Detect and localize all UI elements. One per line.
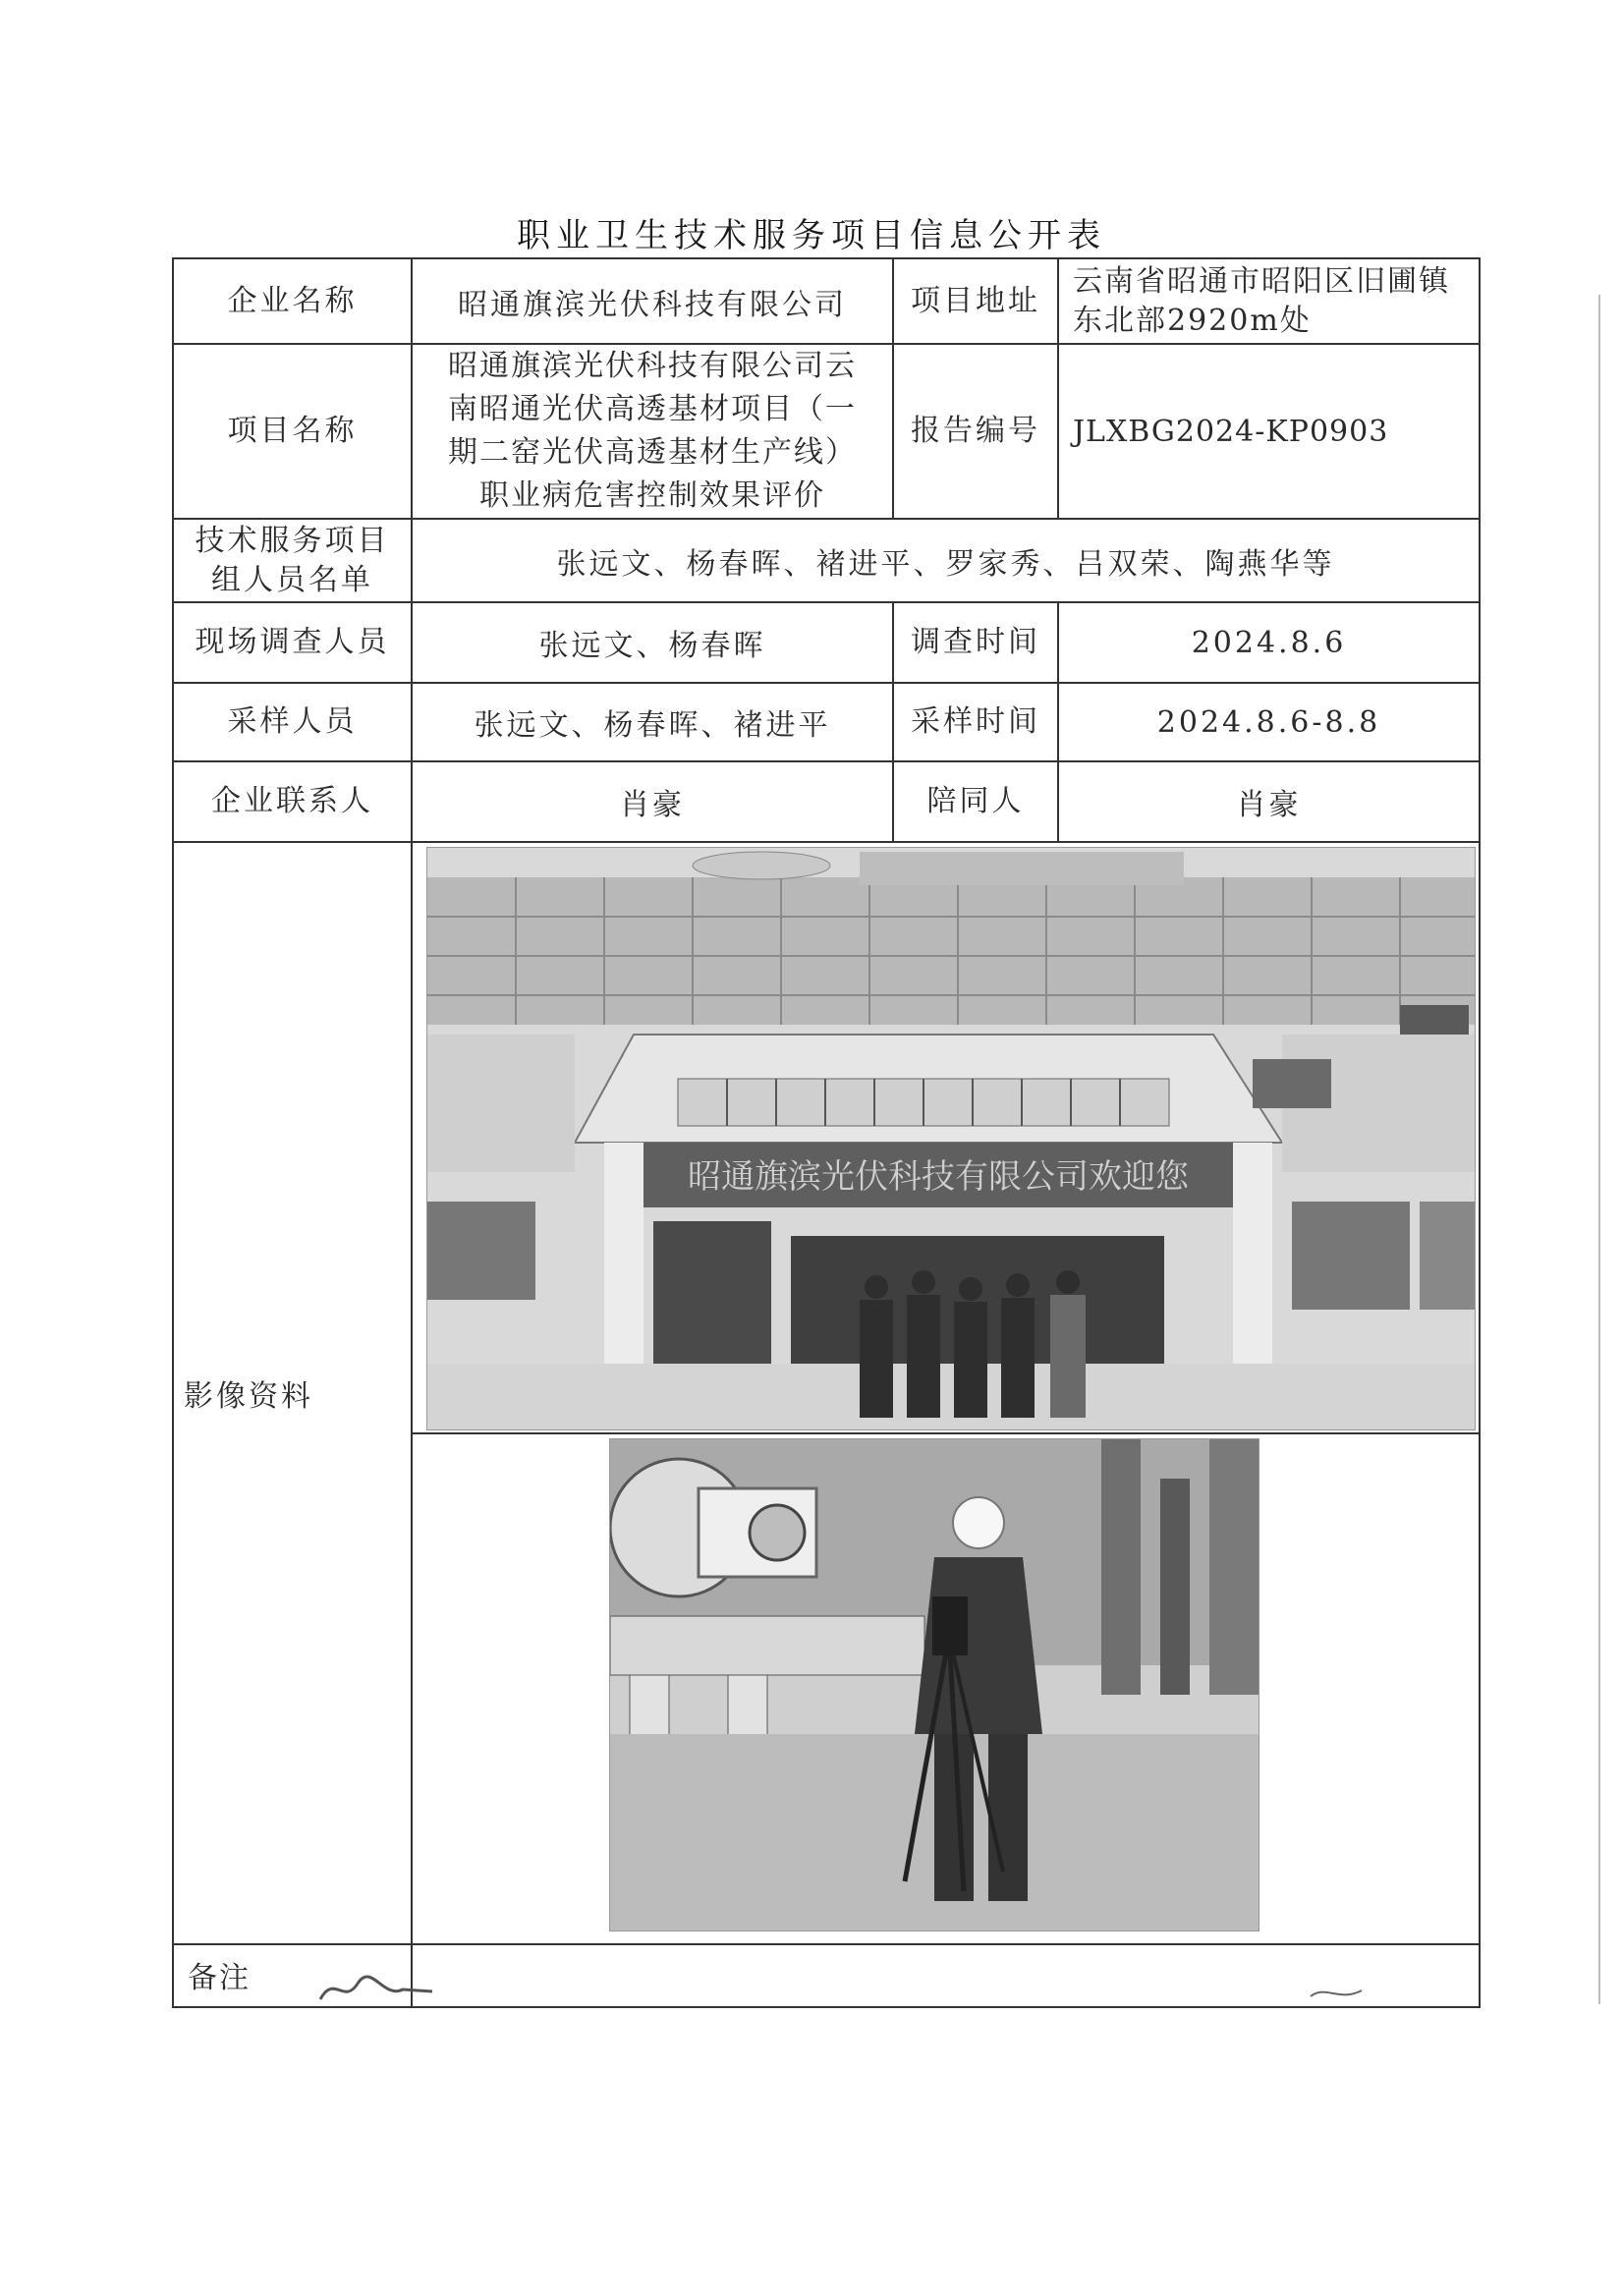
media-cell — [412, 842, 1480, 1944]
company-name-label: 企业名称 — [173, 258, 412, 344]
scan-mark — [1307, 1983, 1366, 2002]
investigation-time-label: 调查时间 — [893, 602, 1058, 683]
scan-edge-line — [1598, 295, 1600, 2004]
sampling-time-label: 采样时间 — [893, 683, 1058, 761]
project-address-label: 项目地址 — [893, 258, 1058, 344]
samplers-value: 张远文、杨春晖、褚进平 — [412, 683, 893, 761]
page-title: 职业卫生技术服务项目信息公开表 — [517, 216, 1106, 255]
row-contact — [173, 761, 1480, 842]
site-investigators-label: 现场调查人员 — [173, 602, 412, 683]
contact-label: 企业联系人 — [173, 761, 412, 842]
samplers-label: 采样人员 — [173, 683, 412, 761]
row-investigation — [173, 602, 1480, 683]
project-name-label: 项目名称 — [173, 344, 412, 519]
row-team — [173, 519, 1480, 602]
company-name-value: 昭通旗滨光伏科技有限公司 — [412, 258, 893, 344]
remarks-label: 备注 — [173, 1944, 412, 2007]
team-value: 张远文、杨春晖、褚进平、罗家秀、吕双荣、陶燕华等 — [412, 519, 1480, 602]
building-photo — [426, 847, 1476, 1430]
escort-value: 肖豪 — [1058, 761, 1480, 842]
row-project — [173, 344, 1480, 519]
team-label: 技术服务项目 组人员名单 — [173, 519, 412, 602]
row-media — [173, 842, 1480, 1944]
media-label: 影像资料 — [173, 842, 412, 1944]
site-investigators-value: 张远文、杨春晖 — [412, 602, 893, 683]
row-sampling — [173, 683, 1480, 761]
report-no-label: 报告编号 — [893, 344, 1058, 519]
contact-value: 肖豪 — [412, 761, 893, 842]
sampling-time-value: 2024.8.6-8.8 — [1058, 683, 1480, 761]
info-table — [172, 257, 1479, 1995]
media-divider — [413, 1432, 1479, 1434]
report-no-value: JLXBG2024-KP0903 — [1058, 344, 1480, 519]
project-address-value: 云南省昭通市昭阳区旧圃镇 东北部2920m处 — [1058, 258, 1480, 344]
project-name-value: 昭通旗滨光伏科技有限公司云 南昭通光伏高透基材项目（一 期二窑光伏高透基材生产线） 职业病危害控制效果评价 — [412, 344, 893, 519]
investigation-time-value: 2024.8.6 — [1058, 602, 1480, 683]
sampling-photo — [609, 1438, 1259, 1932]
escort-label: 陪同人 — [893, 761, 1058, 842]
row-company — [173, 258, 1480, 344]
scan-mark — [314, 1970, 442, 2009]
building-sign-text: 昭通旗滨光伏科技有限公司欢迎您 — [688, 1157, 1189, 1197]
